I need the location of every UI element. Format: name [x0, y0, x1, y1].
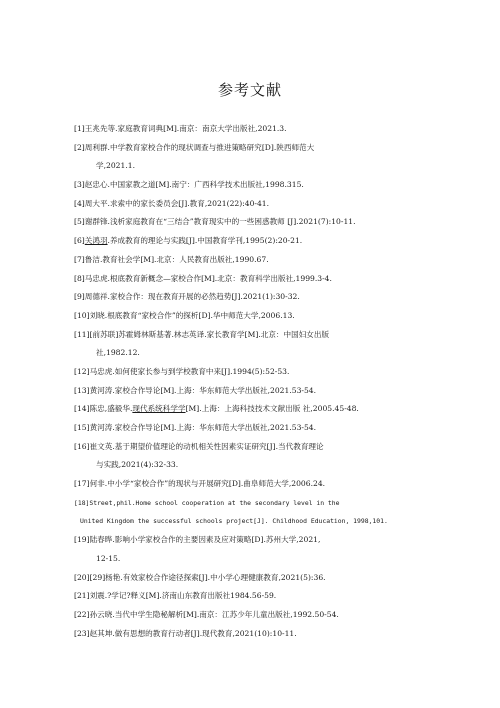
underlined-text: 关鸿羽 [84, 236, 108, 246]
reference-item [74, 292, 474, 302]
underlined-text: 现代系统科学学 [132, 404, 186, 414]
reference-item [74, 479, 474, 489]
reference-item [74, 442, 474, 471]
reference-text: [19]陆春晔.影响小学家校合作的主要因素及应对策略[D].苏州大学,2021, [74, 535, 321, 545]
reference-text: [3]赵忠心.中国家教之道[M].南宁：广西科学技术出版社,1998.315. [74, 180, 304, 190]
reference-item [74, 255, 474, 265]
reference-item [74, 367, 474, 377]
reference-text: [12]马忠虎.如何使家长参与到学校教育中来[J].1994(5):52-53. [74, 366, 290, 376]
reference-text: [9]周德祥.家校合作：现在教育开展的必然趋势[J].2021(1):30-32. [74, 292, 300, 302]
reference-item [74, 423, 474, 433]
reference-text: [6] [74, 236, 85, 246]
reference-item [74, 124, 474, 134]
reference-text: [4]周大平.求索中的家长委员会[J].教育,2021(22):40-41. [74, 198, 270, 208]
reference-item [74, 386, 474, 396]
reference-text: [M].上海：上海科技技术文献出版 社,2005.45-48. [185, 404, 359, 414]
reference-item [74, 610, 474, 620]
reference-item [74, 236, 474, 246]
reference-item [74, 217, 474, 227]
reference-item [74, 311, 474, 321]
reference-text: .养成教育的理论与实践[J].中国教育学刊,1995(2):20-21. [107, 236, 303, 246]
reference-continuation: 与实践,2021(4):32-33. [96, 460, 179, 470]
reference-item [74, 535, 474, 564]
reference-item [74, 143, 474, 172]
reference-continuation: 学,2021.1. [96, 161, 135, 171]
reference-item [74, 629, 474, 639]
reference-item [74, 274, 474, 284]
reference-text: [20][29]杨艳.有效家校合作途径探索[J].中小学心理健康教育,2021(5):36. [74, 572, 326, 582]
reference-text: [11][前苏联]苏霍姆林斯基著.林志英译.家长教育学[M].北京：中国妇女出版 [74, 329, 330, 339]
reference-text: [8]马忠虎.根底教育新概念—家校合作[M].北京：教育科学出版社,1999.3-4. [74, 273, 332, 283]
reference-item [74, 330, 474, 359]
reference-text: [15]黄河涛.家校合作导论[M].上海：华东师范大学出版社,2021.53-54. [74, 423, 317, 432]
reference-item [74, 498, 474, 527]
reference-text: [13]黄河涛.家校合作导论[M].上海：华东师范大学出版社,2021.53-54. [74, 385, 317, 395]
reference-text: [21]刘震.?学记?释义[M].济南山东教育出版社1984.56-59. [74, 591, 277, 601]
reference-text: [5]谢群锋.浅析家庭教育在“三结合”教育现实中的一些困惑教师 [J].2021(7):10-11. [74, 217, 356, 227]
reference-text: [1]王兆先等.家庭教育词典[M].南京：南京大学出版社,2021.3. [74, 124, 287, 133]
reference-item [74, 573, 474, 583]
reference-list [74, 124, 474, 647]
reference-continuation: 12-15. [96, 553, 121, 563]
reference-item [74, 180, 474, 190]
reference-text: [7]鲁洁.教育社会学[M].北京：人民教育出版社,1990.67. [74, 254, 269, 264]
reference-text: [18]Street,phil.Home school cooperation at the secondary level in the [74, 498, 340, 507]
reference-text: [2]周利群.中学教育家校合作的现状调查与推进策略研究[D].陕西师范大 [74, 142, 315, 152]
reference-item [74, 199, 474, 209]
reference-text: [10]刘晓.根底教育“家校合作”的探析[D].华中师范大学,2006.13. [74, 310, 295, 320]
reference-text: [14]陈忠,盛毅华. [74, 404, 133, 414]
reference-text: [22]孙云晓.当代中学生隐秘解析[M].南京：江苏少年儿童出版社,1992.50-54. [74, 609, 339, 619]
reference-text: [16]崔文英.基于期望价值理论的动机相关性因素实证研究[J].当代教育理论 [74, 441, 324, 451]
reference-continuation: 社,1982.12. [96, 348, 140, 358]
reference-item [74, 404, 474, 414]
reference-text: [23]赵其坤.做有思想的教育行动者[J].现代教育,2021(10):10-11. [74, 628, 297, 638]
reference-continuation: United Kingdom the successful schools project[J]. Childhood Education, 1998,101. [80, 517, 388, 526]
page-title: 参考文献 [217, 81, 282, 99]
reference-item [74, 591, 474, 601]
reference-text: [17]何非.中小学“家校合作”的现状与开展研究[D].曲阜师范大学,2006.24. [74, 479, 326, 489]
